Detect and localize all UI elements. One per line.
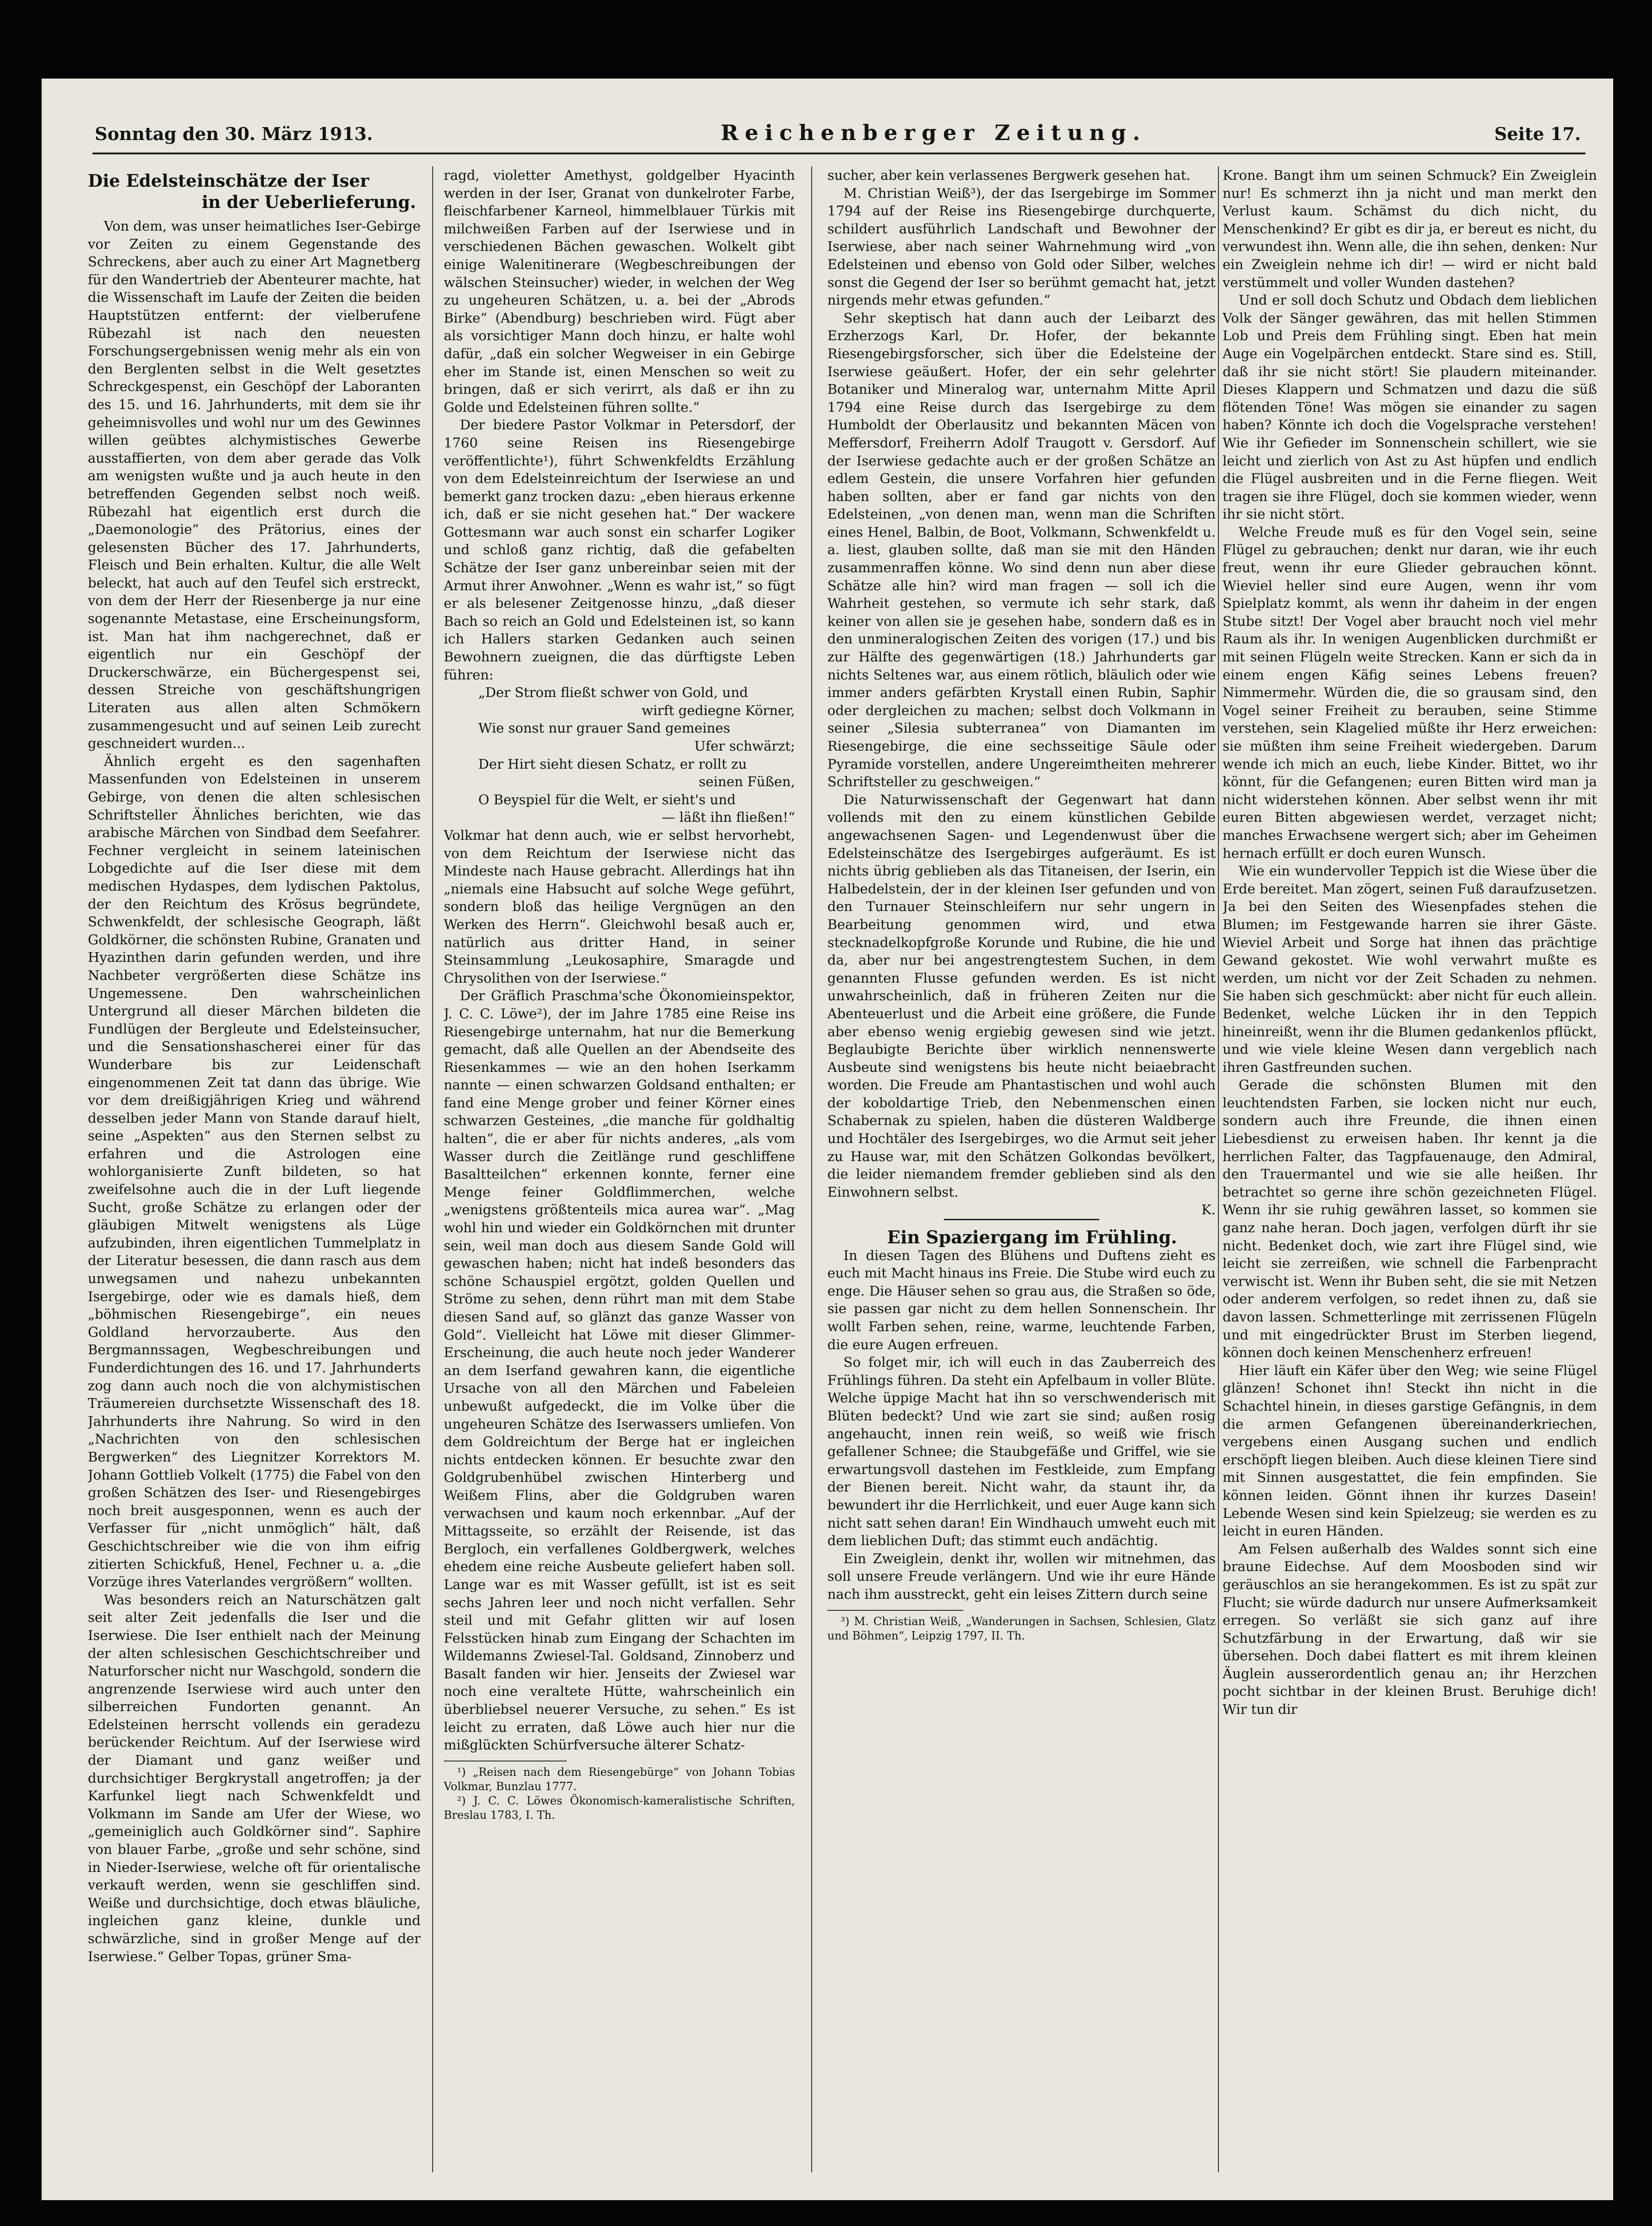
paragraph: Sehr skeptisch hat dann auch der Leibarzt des Erzherzogs Karl, Dr. Hofer, der bekannte Riesengebirgsforscher, sich über die Edelsteine der Iserwiese geäußert. Hofer, der ein sehr gelehrter Botaniker und Mineralog war, unternahm Mitte April 1794 eine Reise durch das Isergebirge zu dem Humboldt der Oberlausitz und bekannten Mäcen von Meffersdorf, Freiherrn Adolf Traugott v. Gersdorf. Auf der Iserwiese gedachte auch er der großen Schätze an edlem Gestein, die unsere Vorfahren hier gefunden haben sollten, aber er fand gar nichts von den Edelsteinen, „von denen man, wenn man die Schriften eines Henel, Balbin, de Boot, Volkmann, Schwenkfeldt u. a. liest, glauben sollte, daß man sie mit den Händen zusammenraffen könne. Wo sind denn nun aber diese Schätze alle hin? wird man fragen — soll ich die Wahrheit gestehen, so vermute ich sehr stark, daß keiner von allen sie je gesehen habe, sondern daß es in den unmineralogischen Zeiten des vorigen (17.) und bis zur Hälfte des gegenwärtigen (18.) Jahrhunderts gar nichts Seltenes war, aus einem rötlich, bläulich oder wie immer anders gefärbten Krystall einen Rubin, Saphir oder dergleichen zu machen; selbst doch Volkmann in seiner „Silesia subterranea“ von Diamanten im Riesengebirge, die eine sechsseitige Säule oder Pyramide vorstellen, andere Ungereimtheiten mehrerer Schriftsteller zu geschweigen.“ [827, 310, 1216, 790]
column-divider [811, 166, 812, 2172]
paragraph: M. Christian Weiß³), der das Isergebirge im Sommer 1794 auf der Reise ins Riesengebirge durchquerte, schildert ausführlich Landschaft und Bewohner der Iserwiese, aber nach seiner Wahrnehmung wird „von Edelsteinen und ebenso von Gold oder Silber, welches sonst die Gegend der Iser so berühmt gemacht hat, jetzt nirgends mehr etwas gefunden.“ [827, 185, 1216, 308]
footnote-rule [827, 1610, 963, 1611]
paragraph: Gerade die schönsten Blumen mit den leuchtendsten Farben, sie locken nicht nur euch, sondern auch ihre Freunde, die ihnen einen Liebesdienst zu erweisen haben. Ihr kennt ja die herrlichen Falter, das Tagpfauenauge, den Admiral, den Trauermantel und wie sie alle heißen. Ihr betrachtet so gerne ihre schön gezeichneten Flügel. Wenn ihr sie ruhig gewähren lasset, so kommen sie ganz nahe heran. Doch jagen, verfolgen dürft ihr sie nicht. Bedenket doch, wie zart ihre Flügel sind, wie leicht sie zerreißen, wie schnell die Farbenpracht verwischt ist. Wenn ihr Buben seht, die sie mit Netzen oder anderem verfolgen, so redet ihnen zu, daß sie davon lassen. Schmetterlinge mit zerrissenen Flügeln und mit eingedrückter Brust im Sterben liegend, können doch keinen Menschenherz erfreuen! [1223, 1077, 1597, 1361]
poem-line: „Der Strom fließt schwer von Gold, und [478, 685, 748, 701]
paragraph: Volkmar hat denn auch, wie er selbst hervorhebt, von dem Reichtum der Iserwiese nicht das Mindeste nach Hause gebracht. Allerdings hat ihn „niemals eine Habsucht auf solche Wege geführt, sondern bloß das heilige Vergnügen an den Werken des Herrn“. Gleichwohl besaß auch er, natürlich aus dritter Hand, in seiner Steinsammlung „Leukosaphire, Smaragde und Chrysolithen von der Iserwiese.“ [444, 827, 795, 986]
poem-line: O Beyspiel für die Welt, er sieht's und [478, 791, 736, 807]
newspaper-name: Reichenberger Zeitung. [721, 120, 1147, 145]
paragraph: ragd, violetter Amethyst, goldgelber Hyacinth werden in der Iser, Granat von dunkelroter Farbe, fleischfarbener Karneol, himmelblauer Türkis mit milchweißen Farben auf der Iserwiese und in verschiedenen Bächen gewaschen. Wolkelt gibt einige Walenitinerare (Wegbeschreibungen der wälschen Steinsucher) wieder, in welchen der Weg zu ungeheuren Schätzen, u. a. bei der „Abrods Birke“ (Abendburg) beschrieben wird. Fügt aber als vorsichtiger Mann doch hinzu, er halte wohl dafür, „daß ein solcher Wegweiser in ein Gebirge eher im Stande ist, einen Menschen so weit zu bringen, daß er sich verirrt, als daß er ihn zu Golde und Edelsteinen führen sollte.“ [444, 167, 795, 415]
column-divider [432, 166, 433, 2172]
paragraph: Welche Freude muß es für den Vogel sein, seine Flügel zu gebrauchen; denkt nur daran, wie ihr euch freut, wenn ihr eure Glieder gebrauchen könnt. Wieviel heller sind eure Augen, wenn ihr vom Spielplatz kommt, als wenn ihr daheim in der engen Stube sitzt! Der Vogel aber braucht noch viel mehr Raum als ihr. In wenigen Augenblicken durchmißt er mit seinen Flügeln weite Strecken. Kann er sich da in einem engen Käfig seines Lebens freuen? Nimmermehr. Würden die, die so grausam sind, den Vogel seiner Freiheit zu berauben, seine Stimme verstehen, sein Klagelied müßte ihr Herz erweichen: sie müßten ihm seine Freiheit wiedergeben. Darum wende ich mich an euch, liebe Kinder. Bittet, wo ihr könnt, für die Gefangenen; euren Bitten wird man ja nicht widerstehen können. Aber selbst wenn ihr mit euren Bitten abgewiesen werdet, verzaget nicht; manches Erwachsene wergert sich; aber im Geheimen hernach erfüllt er doch euren Wunsch. [1223, 524, 1597, 861]
paragraph: Wie ein wundervoller Teppich ist die Wiese über die Erde bereitet. Man zögert, seinen Fuß daraufzusetzen. Ja bei den Seiten des Wiesenpfades stehen die Blumen; im Festgewande harren sie ihrer Gäste. Wieviel Arbeit und Sorge hat ihnen das prächtige Gewand gekostet. Wie wohl verwahrt mußte es werden, um nicht vor der Zeit Schaden zu nehmen. Sie haben sich geschmückt: aber nicht für euch allein. Bedenket, welche Lücken ihr in den Teppich hineinreißt, wenn ihr die Blumen gedankenlos pflückt, und wie viele kleine Wesen dann vergeblich nach ihren Gastfreunden suchen. [1223, 863, 1597, 1075]
paragraph: Hier läuft ein Käfer über den Weg; wie seine Flügel glänzen! Schonet ihn! Steckt ihn nicht in die Schachtel hinein, in dieses garstige Gefängnis, in dem die armen Gefangenen übereinanderkriechen, vergebens einen Ausgang suchen und endlich erschöpft liegen bleiben. Auch diese kleinen Tiere sind mit Sinnen ausgestattet, die fein empfinden. Sie können leiden. Gönnt ihnen ihr kurzes Dasein! Lebende Wesen sind kein Spielzeug; sie werden es zu leicht in euren Händen. [1223, 1362, 1597, 1539]
poem-line: seinen Füßen, [698, 774, 795, 790]
paragraph: In diesen Tagen des Blühens und Duftens zieht es euch mit Macht hinaus ins Freie. Die Stube wird euch zu enge. Die Häuser sehen so grau aus, die Straßen so öde, sie passen gar nicht zu dem hellen Sonnenschein. Ihr wollt Farben sehen, reine, warme, leuchtende Farben, die eure Augen erfreuen. [827, 1247, 1216, 1352]
footnote: ¹) „Reisen nach dem Riesengebürge“ von Johann Tobias Volkmar, Bunzlau 1777. [444, 1765, 795, 1793]
column-1 [88, 166, 421, 2172]
paragraph: sucher, aber kein verlassenes Bergwerk gesehen hat. [827, 167, 1191, 183]
poem-line: Der Hirt sieht diesen Schatz, er rollt zu [478, 756, 747, 772]
article-title-line1: Die Edelsteinschätze der Iser [88, 171, 369, 191]
newspaper-page [42, 79, 1613, 2200]
column-3 [827, 166, 1216, 2172]
paragraph: Die Naturwissenschaft der Gegenwart hat dann vollends mit den zu einem künstlichen Gebilde angewachsenen Sagen- und Legendenwust über die Edelsteinschätze des Isergebirges aufgeräumt. Es ist nichts übrig geblieben als das Titaneisen, der Iserin, ein Halbedelstein, der in der kleinen Iser gefunden und von den Turnauer Steinschleifern nur sehr ungern in Bearbeitung genommen wird, und etwa stecknadelkopfgroße Korunde und Rubine, die hie und da, aber nur bei angestrengtestem Suchen, in dem genannten Flusse gefunden werden. Es ist nicht unwahrscheinlich, daß in früheren Zeiten nur die Abenteuerlust und die Arbeit eine größere, die Funde aber ebenso wenig ergiebig gewesen sind wie jetzt. Beglaubigte Berichte über wirklich nennenswerte Ausbeute sind wenigstens bis heute nicht beiaebracht worden. Die Freude am Phantastischen und wohl auch der koboldartige Trieb, den Nebenmenschen einen Schabernak zu spielen, haben die düsteren Waldberge und Hochtäler des Isergebirges, wo die Armut seit jeher zu Hause war, mit den Schätzen Golkondas bevölkert, die leider niemandem fremder geblieben sind als den Einwohnern selbst. [827, 791, 1216, 1200]
paragraph: Am Felsen außerhalb des Waldes sonnt sich eine braune Eidechse. Auf dem Moosboden sind wir geräuschlos an sie herangekommen. Es ist zu spät zur Flucht; sie würde dadurch nur unsere Aufmerksamkeit erregen. So verläßt sie sich ganz auf ihre Schutzfärbung in der Erwartung, daß wir sie übersehen. Doch dabei flattert es mit ihrem kleinen Äuglein ausserordentlich genau an; ihr Herzchen pocht sichtbar in der kleinen Brust. Beruhige dich! Wir tun dir [1223, 1541, 1597, 1718]
column-2 [444, 166, 795, 2172]
issue-date: Sonntag den 30. März 1913. [95, 123, 373, 144]
paragraph: Von dem, was unser heimatliches Iser-Gebirge vor Zeiten zu einem Gegenstande des Schreckens, aber auch zu einer Art Magnetberg für den Wandertrieb der Abenteurer machte, hat die Wissenschaft im Laufe der Zeiten die beiden Hauptstützen entfernt: der vielberufene Rübezahl ist nach den neuesten Forschungsergebnissen wenig mehr als ein von den Berglenten selbst in die Welt gesetztes Schreckgespenst, ein Geschöpf der Laboranten des 15. und 16. Jahrhunderts, mit dem sie ihr geheimnisvolles und wohl nur um des Gewinnes willen geübtes alchymistisches Gewerbe ausstaffierten, von dem aber gerade das Volk am wenigsten wußte und ja auch heute in den betreffenden Gegenden selbst noch weiß. Rübezahl hat eigentlich erst durch die „Daemonologie“ des Prätorius, eines der gelesensten Bücher des 17. Jahrhunderts, Fleisch und Bein erhalten. Kultur, die alle Welt beleckt, hat auch auf den Teufel sich erstreckt, von dem der Herr der Riesenberge ja nur eine sogenannte Metastase, eine Erscheinungsform, ist. Man hat ihm nachgerechnet, daß er eigentlich nur ein Geschöpf der Druckerschwärze, ein Büchergespenst sei, dessen Streiche von geschäftshungrigen Literaten aus allen alten Schmökern zusammengesucht und auf seinen Leib zurecht geschneidert wurden... [88, 218, 421, 752]
paragraph: Und er soll doch Schutz und Obdach dem lieblichen Volk der Sänger gewähren, das mit hellen Stimmen Lob und Preis dem Frühling singt. Eben hat mein Auge ein Vogelpärchen entdeckt. Stare sind es. Still, daß ihr sie nicht stört! Sie plaudern miteinander. Dieses Klappern und Schmatzen und dazu die süß flötenden Töne! Was mögen sie einander zu sagen haben? Könnte ich doch die Vogelsprache verstehen! Wie ihr Gefieder im Sonnenschein schillert, wie sie leicht und zierlich von Ast zu Ast hüpfen und endlich die Flügel ausbreiten und in die Ferne fliegen. Weit tragen sie ihre Flügel, doch sie kommen wieder, wenn ihr sie nicht stört. [1223, 292, 1597, 522]
paragraph: Ähnlich ergeht es den sagenhaften Massenfunden von Edelsteinen in unserem Gebirge, von denen die alten schlesischen Schriftsteller Ähnliches berichten, wie das arabische Märchen von Sindbad dem Seefahrer. Fechner vergleicht in seinem lateinischen Lobgedichte auf die Iser diese mit dem medischen Hydaspes, dem lydischen Paktolus, der den Reichtum des Krösus begründete, Schwenkfeldt, der schlesische Geograph, läßt Goldkörner, die schönsten Rubine, Granaten und Hyazinthen darin gefunden werden, und ihre Nachbeter vergrößerten diese Schätze ins Ungemessene. Den wahrscheinlichen Untergrund all dieser Märchen bildeten die Fundlügen der Bergleute und Edelsteinsucher, und die Sensationshascherei einer für das Wunderbare bis zur Leidenschaft eingenommenen Zeit tat dann das übrige. Wie vor dem dreißigjährigen Krieg und während desselben jeder Mann von Stande darauf hielt, seine „Aspekten“ aus den Sternen selbst zu erfahren und die Astrologen eine wohlorganisierte Zunft bildeten, so hat zweifelsohne auch die in der Luft liegende Sucht, große Schätze zu erlangen oder der gläubigen Mitwelt wenigstens als Lüge aufzubinden, ihren eigentlichen Tummelplatz in der Literatur besessen, die dann rasch aus dem unwegsamen und nahezu unbekannten Isergebirge, oder wie es damals hieß, dem „böhmischen Riesengebirge“, ein neues Goldland hervorzauberte. Aus den Bergmannssagen, Wegbeschreibungen und Funderdichtungen des 16. und 17. Jahrhunderts zog dann auch noch die von alchymistischen Träumereien durchsetzte Wissenschaft des 18. Jahrhunderts ihre Nahrung. So wird in den „Nachrichten von den schlesischen Bergwerken“ des Liegnitzer Korrektors M. Johann Gottlieb Volkelt (1775) die Fabel von den großen Schätzen des Iser- und Riesengebirges noch breit ausgesponnen, wenn es auch der Verfasser für „nicht unmöglich“ hält, daß Geschichtschreiber wie die von ihm eifrig zitierten Schickfuß, Henel, Fechner u. a. „die Vorzüge ihres Vaterlandes vergrößern“ wollten. [88, 753, 421, 1590]
footnote: ³) M. Christian Weiß, „Wanderungen in Sachsen, Schlesien, Glatz und Böhmen“, Leipzig 1797, II. Th. [827, 1614, 1216, 1642]
article-title: Ein Spaziergang im Frühling. [887, 1227, 1177, 1248]
poem-line: Wie sonst nur grauer Sand gemeines [478, 720, 730, 736]
author-signature: K. [1201, 1202, 1216, 1218]
paragraph: Der Gräflich Praschma'sche Ökonomieinspektor, J. C. C. Löwe²), der im Jahre 1785 eine Reise ins Riesengebirge unternahm, hat nur die Bemerkung gemacht, daß alle Quellen an der Abendseite des Riesenkammes — wie an den hohen Iserkamm nannte — einen schwarzen Goldsand enthalten; er fand eine Menge grober und feiner Körner eines schwarzen Gesteines, „die manche für goldhaltig halten“, die er aber für nichts anderes, „als vom Wasser durch die Zeitlänge rund geschliffene Basaltteilchen“ erkennen konnte, ferner eine Menge feiner Goldflimmerchen, welche „wenigstens größtenteils mica aurea war“. „Mag wohl hin und wieder ein Goldkörnchen mit drunter sein, weil man doch aus diesem Sande Gold will gewaschen haben; nicht hat indeß besonders das schöne Schauspiel ergötzt, golden Quellen und Ströme zu sehen, denn rührt man mit dem Stabe diesen Sand auf, so glänzt das ganze Wasser von Gold“. Vielleicht hat Löwe mit dieser Glimmer-Erscheinung, die auch heute noch jeder Wanderer an dem Iserfand gewahren kann, die eigentliche Ursache von all den Märchen und Fabeleien unbewußt aufgedeckt, die im Volke über die ungeheuren Schätze des Iserwassers umliefen. Von dem Goldreichtum der Berge hat er ingleichen nichts entdecken können. Er besuchte zwar den Goldgrubenhübel zwischen Hinterberg und Weißem Flins, aber die Goldgruben waren verwachsen und kaum noch erkennbar. „Auf der Mittagsseite, so erzählt der Reisende, ist das Bergloch, ein verfallenes Goldbergwerk, welches ehedem eine reiche Ausbeute geliefert haben soll. Lange war es mit Wasser gefüllt, ist ist es seit sechs Jahren leer und noch nicht verfallen. Sehr steil und mit Gefahr glitten wir auf losen Felsstücken hinab zum Eingang der Schachten im Wildemanns Zwiesel-Tal. Goldsand, Zinnoberz und Basalt fanden wir hier. Jenseits der Zwiesel war noch eine veraltete Hütte, wahrscheinlich ein überbliebsel neuerer Versuche, zu sehen.“ Es ist leicht zu erraten, daß Löwe auch hier nur die mißglückten Schürfversuche älterer Schatz- [444, 988, 795, 1753]
paragraph: So folget mir, ich will euch in das Zauberreich des Frühlings führen. Da steht ein Apfelbaum in voller Blüte. Welche üppige Macht hat ihn so verschwenderisch mit Blüten bedeckt? Und wie zart sie sind; außen rosig angehaucht, innen rein weiß, so weiß wie frisch gefallener Schnee; die Staubgefäße und Griffel, wie sie erwartungsvoll dastehen im Festkleide, zum Empfang der Bienen bereit. Nicht wahr, da staunt ihr, da bewundert ihr die Herrlichkeit, und euer Auge kann sich nicht satt sehen daran! Ein Windhauch umweht euch mit dem lieblichen Duft; das stimmt euch andächtig. [827, 1354, 1216, 1549]
paragraph: Was besonders reich an Naturschätzen galt seit alter Zeit jedenfalls die Iser und die Iserwiese. Die Iser enthielt nach der Meinung der alten schlesischen Geschichtschreiber und Naturforscher nicht nur Waschgold, sondern die angrenzende Iserwiese wird auch unter den silberreichen Fundorten genannt. An Edelsteinen herrscht vollends ein geradezu berückender Reichtum. Auf der Iserwiese wird der Diamant und ganz weißer und durchsichtiger Bergkrystall angetroffen; ja der Karfunkel liegt nach Schwenkfeldt und Volkmann im Sande am Ufer der Wiese, wo „gemeiniglich auch Goldkörner sind“. Saphire von blauer Farbe, „große und sehr schöne, sind in Nieder-Iserwiese, welche oft für orientalische verkauft werden, wenn sie geschliffen sind. Weiße und durchsichtige, doch etwas bläuliche, ingleichen ganz kleine, dunkle und schwärzliche, sind in großer Menge auf der Iserwiese.“ Gelber Topas, grüner Sma- [88, 1591, 421, 1964]
poem-line: — läßt ihn fließen!“ [661, 809, 795, 826]
header-rule [92, 153, 1585, 154]
page-header [95, 120, 1581, 148]
page-number: Seite 17. [1494, 123, 1581, 144]
paragraph: Der biedere Pastor Volkmar in Petersdorf, der 1760 seine Reisen ins Riesengebirge veröffentlichte¹), führt Schwenkfeldts Erzählung von dem Edelsteinreichtum der Iserwiese an und bemerkt ganz trocken dazu: „eben hieraus erkenne ich, daß er sie nicht gesehen hat.“ Der wackere Gottesmann war auch sonst ein scharfer Logiker und schloß ganz richtig, daß die gefabelten Schätze der Iser ganz unbereinbar seien mit der Armut ihrer Anwohner. „Wenn es wahr ist,“ so fügt er als belesener Zeitgenosse hinzu, „daß dieser Bach so reich an Gold und Edelsteinen ist, so kann ich Hallers starken Gedanken auch seinen Bewohnern zueignen, die das dürftigste Leben führen: [444, 417, 795, 683]
poem-line: Ufer schwärzt; [694, 738, 795, 754]
paragraph: Krone. Bangt ihm um seinen Schmuck? Ein Zweiglein nur! Es schmerzt ihn ja nicht und man merkt den Verlust kaum. Schämst du dich nicht, du Menschenkind? Er gibt es dir ja, er bereut es nicht, du verwundest ihn. Wenn alle, die ihn sehen, denken: Nur ein Zweiglein nehme ich dir! — wird er nicht bald verstümmelt und voller Wunden dastehen? [1223, 167, 1597, 290]
article-title [88, 170, 421, 213]
article-title-line2: in der Ueberlieferung. [202, 192, 416, 212]
footnote: ²) J. C. C. Löwes Ökonomisch-kameralistische Schriften, Breslau 1783, I. Th. [444, 1794, 795, 1822]
paragraph: Ein Zweiglein, denkt ihr, wollen wir mitnehmen, das soll unsere Freude verlängern. Und wie ihr eure Hände nach ihm ausstreckt, geht ein leises Zittern durch seine [827, 1550, 1216, 1602]
column-divider [1218, 166, 1219, 2172]
poem-line: wirft gediegne Körner, [642, 702, 795, 718]
article-separator [944, 1219, 1099, 1220]
column-4 [1223, 166, 1597, 2172]
